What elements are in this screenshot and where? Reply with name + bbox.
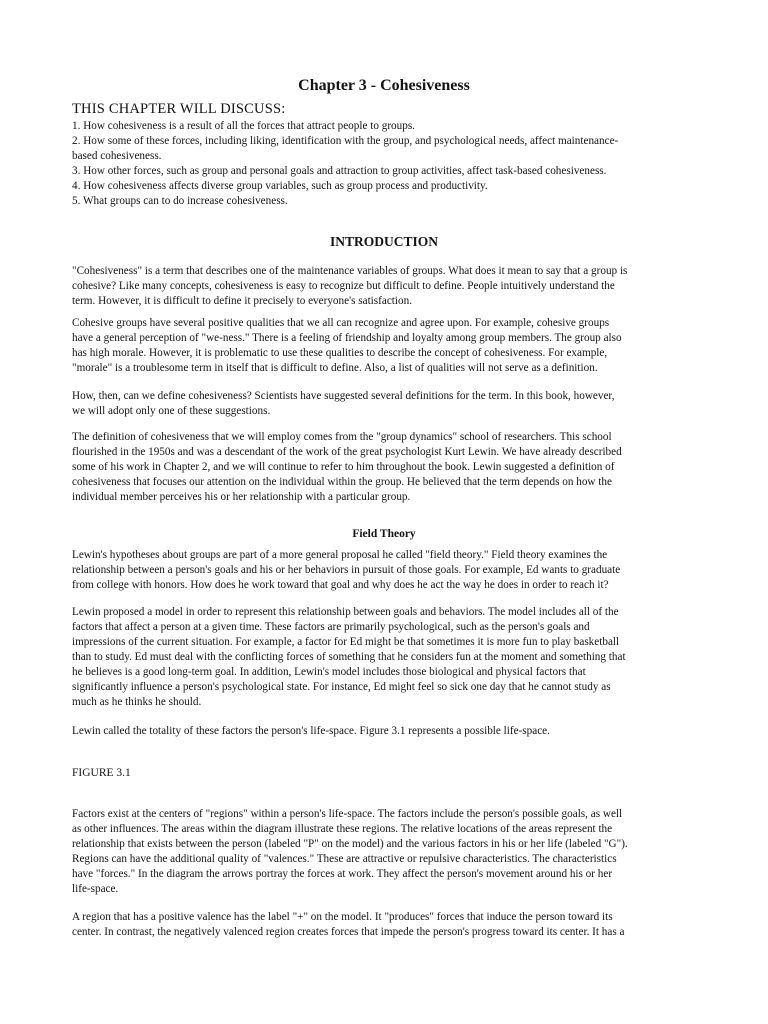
text-line: term. However, it is difficult to define it precisely to everyone's satisfaction. [72,295,412,307]
text-line: cohesiveness that focuses our attention on the individual within the group. He believed that the term depends on how the [72,476,612,488]
figure-label: FIGURE 3.1 [72,767,131,779]
text-line: "morale" is a troublesome term in itself that is difficult to define. Also, a list of qualities will not serve as a definition. [72,362,598,374]
discussion-item: 5. What groups can to do increase cohesiveness. [72,195,288,207]
intro-paragraph [72,264,700,309]
field-paragraph [72,724,700,739]
discussion-item: 1. How cohesiveness is a result of all the forces that attract people to groups. [72,120,415,132]
text-line: relationship between a person's goals and his or her behaviors in pursuit of those goals. For example, Ed wants to graduate [72,564,621,576]
text-line: impressions of the current situation. For example, a factor for Ed might be that sometimes it is more fun to play basketball [72,636,620,648]
intro-paragraph [72,430,700,505]
text-line: Factors exist at the centers of "regions" within a person's life-space. The factors include the person's possible goals, as well [72,808,623,820]
text-line: has high morale. However, it is problematic to use these qualities to describe the concept of cohesiveness. For example, [72,347,608,359]
text-line: than to study. Ed must deal with the conflicting forces of something that he considers fun at the moment and something that [72,651,626,663]
text-line: as other influences. The areas within the diagram illustrate these regions. The relative locations of the areas represent the [72,823,613,835]
discussion-item: 4. How cohesiveness affects diverse group variables, such as group process and productivity. [72,180,488,192]
field-paragraph [72,605,700,710]
text-line: life-space. [72,883,119,895]
text-line: some of his work in Chapter 2, and we will continue to refer to him throughout the book. Lewin suggested a definition of [72,461,615,473]
text-line: A region that has a positive valence has the label "+" on the model. It "produces" forces that induce the person toward its [72,911,613,923]
text-line: Lewin called the totality of these factors the person's life-space. Figure 3.1 represents a possible life-space. [72,725,550,737]
figure-paragraph [72,910,700,940]
introduction-heading: INTRODUCTION [329,234,438,249]
text-line: much as he thinks he should. [72,696,202,708]
discussion-list [72,119,700,209]
text-line: center. In contrast, the negatively valenced region creates forces that impede the person's progress toward its center. It has a [72,926,625,938]
text-line: How, then, can we define cohesiveness? Scientists have suggested several definitions for the term. In this book, however, [72,390,615,402]
figure-paragraph [72,807,700,897]
discussion-heading: THIS CHAPTER WILL DISCUSS: [72,101,286,117]
discussion-item: 2. How some of these forces, including liking, identification with the group, and psychological needs, affect maintenance- [72,135,619,147]
discussion-item: based cohesiveness. [72,150,162,162]
text-line: relationship that exists between the person (labeled "P" on the model) and the various factors in his or her life (labeled "G"). [72,838,628,850]
text-line: factors that affect a person at a given time. These factors are primarily psychological, such as the person's goals and [72,621,590,633]
text-line: he believes is a good long-term goal. In addition, Lewin's model includes those biological and physical factors that [72,666,586,678]
text-line: from college with honors. How does he work toward that goal and why does he act the way he does in order to reach it? [72,579,609,591]
text-line: Cohesive groups have several positive qualities that we all can recognize and agree upon. For example, cohesive groups [72,317,610,329]
text-line: "Cohesiveness" is a term that describes one of the maintenance variables of groups. What does it mean to say that a group is [72,265,628,277]
text-line: individual member perceives his or her relationship with a particular group. [72,491,411,503]
field-theory-heading: Field Theory [352,528,416,540]
text-line: significantly influence a person's psychological state. For instance, Ed might feel so sick one day that he cannot study as [72,681,611,693]
discussion-item: 3. How other forces, such as group and personal goals and attraction to group activities, affect task-based cohesiveness. [72,165,607,177]
text-line: have a general perception of "we-ness." There is a feeling of friendship and loyalty among group members. The group also [72,332,622,344]
text-line: we will adopt only one of these suggestions. [72,405,271,417]
text-line: have "forces." In the diagram the arrows portray the forces at work. They affect the person's movement around his or her [72,868,613,880]
text-line: Lewin proposed a model in order to represent this relationship between goals and behaviors. The model includes all of the [72,606,619,618]
intro-paragraph [72,389,700,419]
intro-paragraph [72,316,700,376]
chapter-title: Chapter 3 - Cohesiveness [298,77,470,94]
field-paragraph [72,548,700,593]
text-line: The definition of cohesiveness that we will employ comes from the "group dynamics" school of researchers. This school [72,431,612,443]
text-line: flourished in the 1950s and was a descendant of the work of the great psychologist Kurt Lewin. We have already described [72,446,622,458]
text-line: Regions can have the additional quality of "valences." These are attractive or repulsive characteristics. The characteristics [72,853,617,865]
text-line: Lewin's hypotheses about groups are part of a more general proposal he called "field theory." Field theory examines the [72,549,608,561]
text-line: cohesive? Like many concepts, cohesiveness is easy to recognize but difficult to define. People intuitively understand the [72,280,615,292]
